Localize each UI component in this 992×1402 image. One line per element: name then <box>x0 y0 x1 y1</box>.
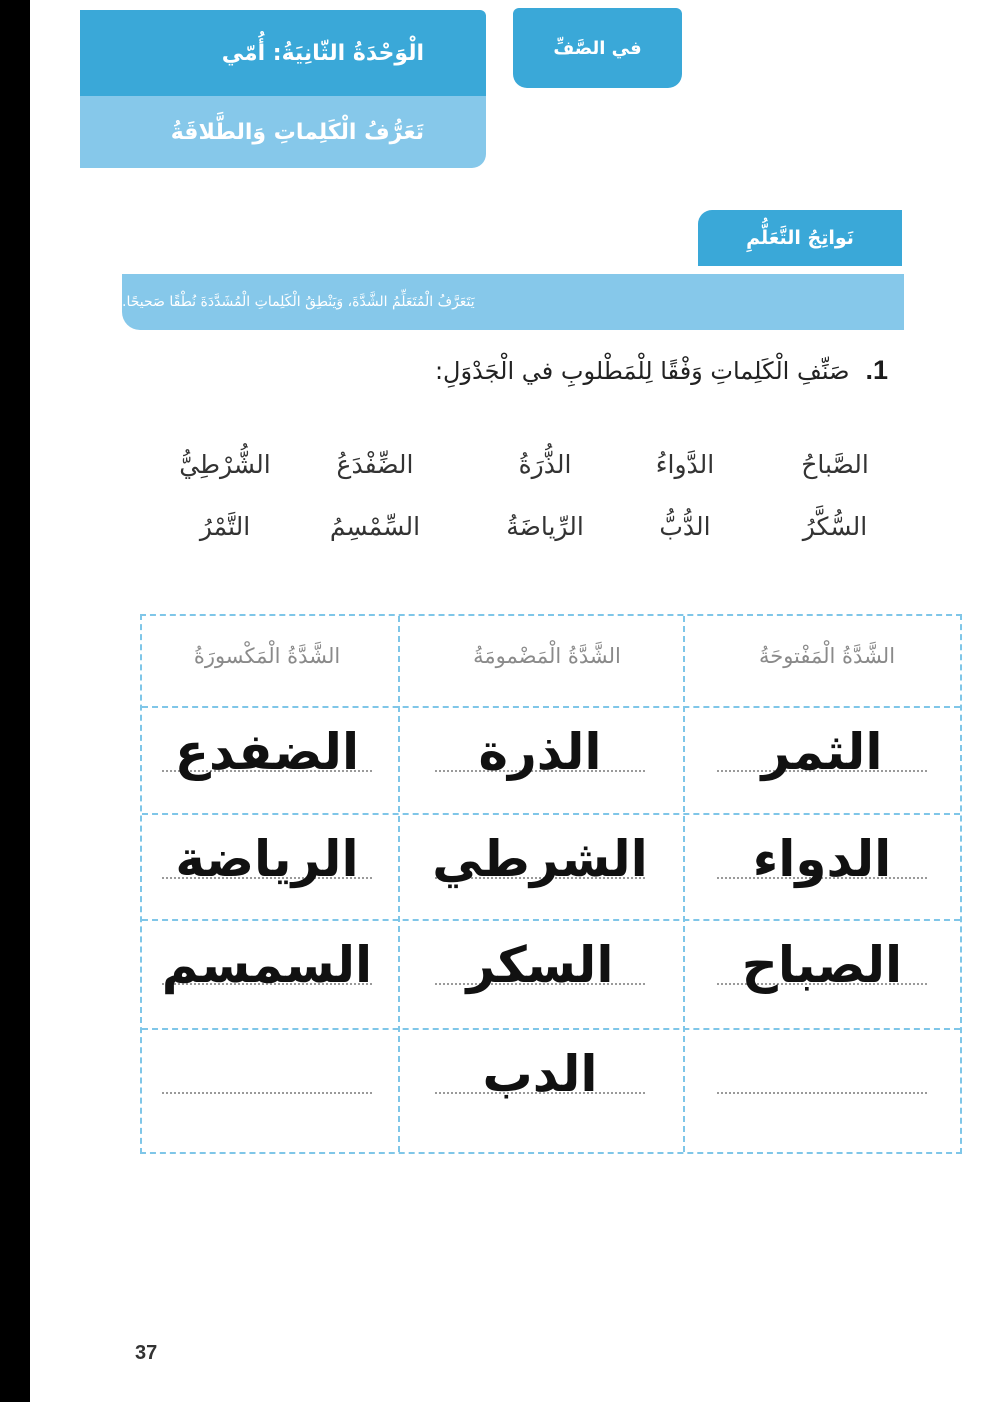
answer-cell[interactable] <box>410 708 670 812</box>
answer-text: الذرة <box>478 723 602 781</box>
column-divider <box>398 616 400 1152</box>
answer-text: الدواء <box>752 830 892 888</box>
outcomes-label: نَواتِجُ التَّعَلُّمِ <box>746 227 854 249</box>
answer-text: الصباح <box>741 936 903 994</box>
question-text: صَنِّفِ الْكَلِماتِ وَفْقًا لِلْمَطْلوبِ في الْجَدْوَلِ: <box>434 356 850 385</box>
outcomes-text: يَتَعَرَّفُ الْمُتَعَلِّمُ الشَّدَّةَ، وَيَنْطِقُ الْكَلِماتِ الْمُشَدَّدَةَ نُطْقًا صَحيحًا. <box>122 294 475 310</box>
answer-cell[interactable] <box>137 708 397 812</box>
answer-text: السمسم <box>161 936 373 994</box>
answer-cell[interactable] <box>410 1030 670 1134</box>
answer-text: الضفدع <box>174 723 360 781</box>
word-bank-item: السِّمْسِمُ <box>329 512 421 541</box>
answer-cell[interactable] <box>410 921 670 1025</box>
unit-header <box>80 10 486 168</box>
word-bank-item: السُّكَّرُ <box>802 512 868 541</box>
unit-title: الْوَحْدَةُ الثّانِيَةُ: أُمّي <box>221 40 424 66</box>
answer-cell[interactable] <box>692 815 952 919</box>
answer-cell[interactable] <box>692 708 952 812</box>
word-bank-item: الدَّواءُ <box>655 450 715 479</box>
answer-cell[interactable] <box>410 815 670 919</box>
classification-table <box>140 614 962 1154</box>
word-bank-item: الذُّرَةُ <box>518 450 572 479</box>
word-bank-item: التَّمْرُ <box>199 512 251 541</box>
answer-text: الرياضة <box>175 830 359 888</box>
answer-cell[interactable] <box>137 1030 397 1134</box>
word-bank-item: الرِّياضَةُ <box>506 512 584 541</box>
answer-cell[interactable] <box>692 921 952 1025</box>
word-bank-item: الشُّرْطِيُّ <box>179 450 271 479</box>
answer-text: الثمر <box>761 723 883 781</box>
answer-cell[interactable] <box>692 1030 952 1134</box>
word-bank-item: الصَّباحُ <box>801 450 869 479</box>
word-bank <box>170 450 910 560</box>
answer-text: السكر <box>466 936 614 994</box>
question <box>435 355 888 386</box>
column-header-kasra: الشَّدَّةُ الْمَكْسورَةُ <box>193 644 341 668</box>
lesson-title: تَعَرُّفُ الْكَلِماتِ وَالطَّلاقَةُ <box>170 119 424 145</box>
outcomes-tab <box>698 210 902 266</box>
lesson-title-band <box>80 96 486 168</box>
answer-cell[interactable] <box>137 921 397 1025</box>
column-divider <box>683 616 685 1152</box>
answer-cell[interactable] <box>137 815 397 919</box>
class-label: في الصَّفِّ <box>553 37 642 59</box>
word-bank-item: الضِّفْدَعُ <box>336 450 414 479</box>
question-number: 1. <box>865 355 888 385</box>
unit-title-band <box>80 10 486 96</box>
word-bank-item: الدُّبُّ <box>659 512 711 541</box>
answer-text: الدب <box>482 1045 598 1103</box>
outcomes-bar <box>122 274 904 330</box>
column-header-damma: الشَّدَّةُ الْمَضْمومَةُ <box>473 644 621 668</box>
column-header-fatha: الشَّدَّةُ الْمَفْتوحَةُ <box>758 644 896 668</box>
page-edge-shadow <box>0 0 30 1402</box>
answer-text: الشرطي <box>432 830 648 888</box>
page-number: 37 <box>135 1342 158 1364</box>
class-label-tab <box>513 8 682 88</box>
